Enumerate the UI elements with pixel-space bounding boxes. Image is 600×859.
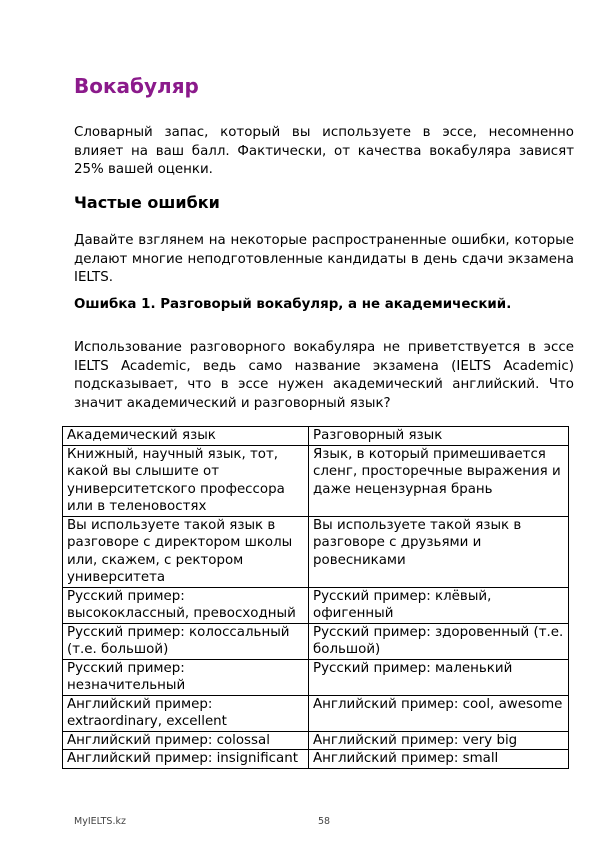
table-cell-academic: Английский пример: extraordinary, excellent (63, 695, 309, 731)
table-cell-academic: Русский пример: высококлассный, превосходный (63, 587, 309, 623)
vocabulary-comparison-table (62, 426, 569, 769)
table-cell-colloquial: Английский пример: small (309, 750, 569, 769)
table-cell-academic: Русский пример: колоссальный (т.е. большой) (63, 623, 309, 659)
table-row (63, 587, 569, 623)
table-cell-colloquial: Язык, в который примешивается сленг, просторечные выражения и даже нецензурная брань (309, 445, 569, 516)
table-header-colloquial: Разговорный язык (309, 427, 569, 446)
table-header-academic: Академический язык (63, 427, 309, 446)
table-row (63, 445, 569, 516)
footer-page-number: 58 (318, 816, 331, 827)
section-heading: Частые ошибки (74, 193, 220, 212)
section-paragraph: Давайте взглянем на некоторые распространенные ошибки, которые делают многие неподготовленные кандидаты в день сдачи экзамена IELTS. (74, 233, 574, 285)
mistake-heading: Ошибка 1. Разговорый вокабуляр, а не академический. (74, 297, 512, 312)
intro-paragraph: Словарный запас, который вы используете в эссе, несомненно влияет на ваш балл. Фактически, от качества вокабуляра зависят 25% вашей оценки. (74, 125, 574, 177)
table-cell-academic: Английский пример: colossal (63, 731, 309, 750)
table-cell-academic: Вы используете такой язык в разговоре с директором школы или, скажем, с ректором университета (63, 516, 309, 587)
table-cell-colloquial: Русский пример: здоровенный (т.е. большой) (309, 623, 569, 659)
table-row (63, 659, 569, 695)
table-cell-academic: Английский пример: insignificant (63, 750, 309, 769)
table-row (63, 516, 569, 587)
table-header-row (63, 427, 569, 446)
table-cell-colloquial: Русский пример: маленький (309, 659, 569, 695)
table-cell-colloquial: Английский пример: cool, awesome (309, 695, 569, 731)
table-row (63, 695, 569, 731)
table-row (63, 731, 569, 750)
table-cell-colloquial: Английский пример: very big (309, 731, 569, 750)
mistake-paragraph: Использование разговорного вокабуляра не приветствуется в эссе IELTS Academic, ведь само название экзамена (IELTS Academic) подсказывает, что в эссе нужен академический английский. Что значит академический и разговорный язык? (74, 340, 574, 411)
table-row (63, 623, 569, 659)
table-cell-academic: Русский пример: незначительный (63, 659, 309, 695)
table-cell-academic: Книжный, научный язык, тот, какой вы слышите от университетского професcора или в теленовостях (63, 445, 309, 516)
table-row (63, 750, 569, 769)
page-title: Вокабуляр (74, 74, 199, 98)
table-cell-colloquial: Вы используете такой язык в разговоре с друзьями и ровесниками (309, 516, 569, 587)
table-cell-colloquial: Русский пример: клёвый, офигенный (309, 587, 569, 623)
footer-site-name: MyIELTS.kz (74, 816, 126, 827)
